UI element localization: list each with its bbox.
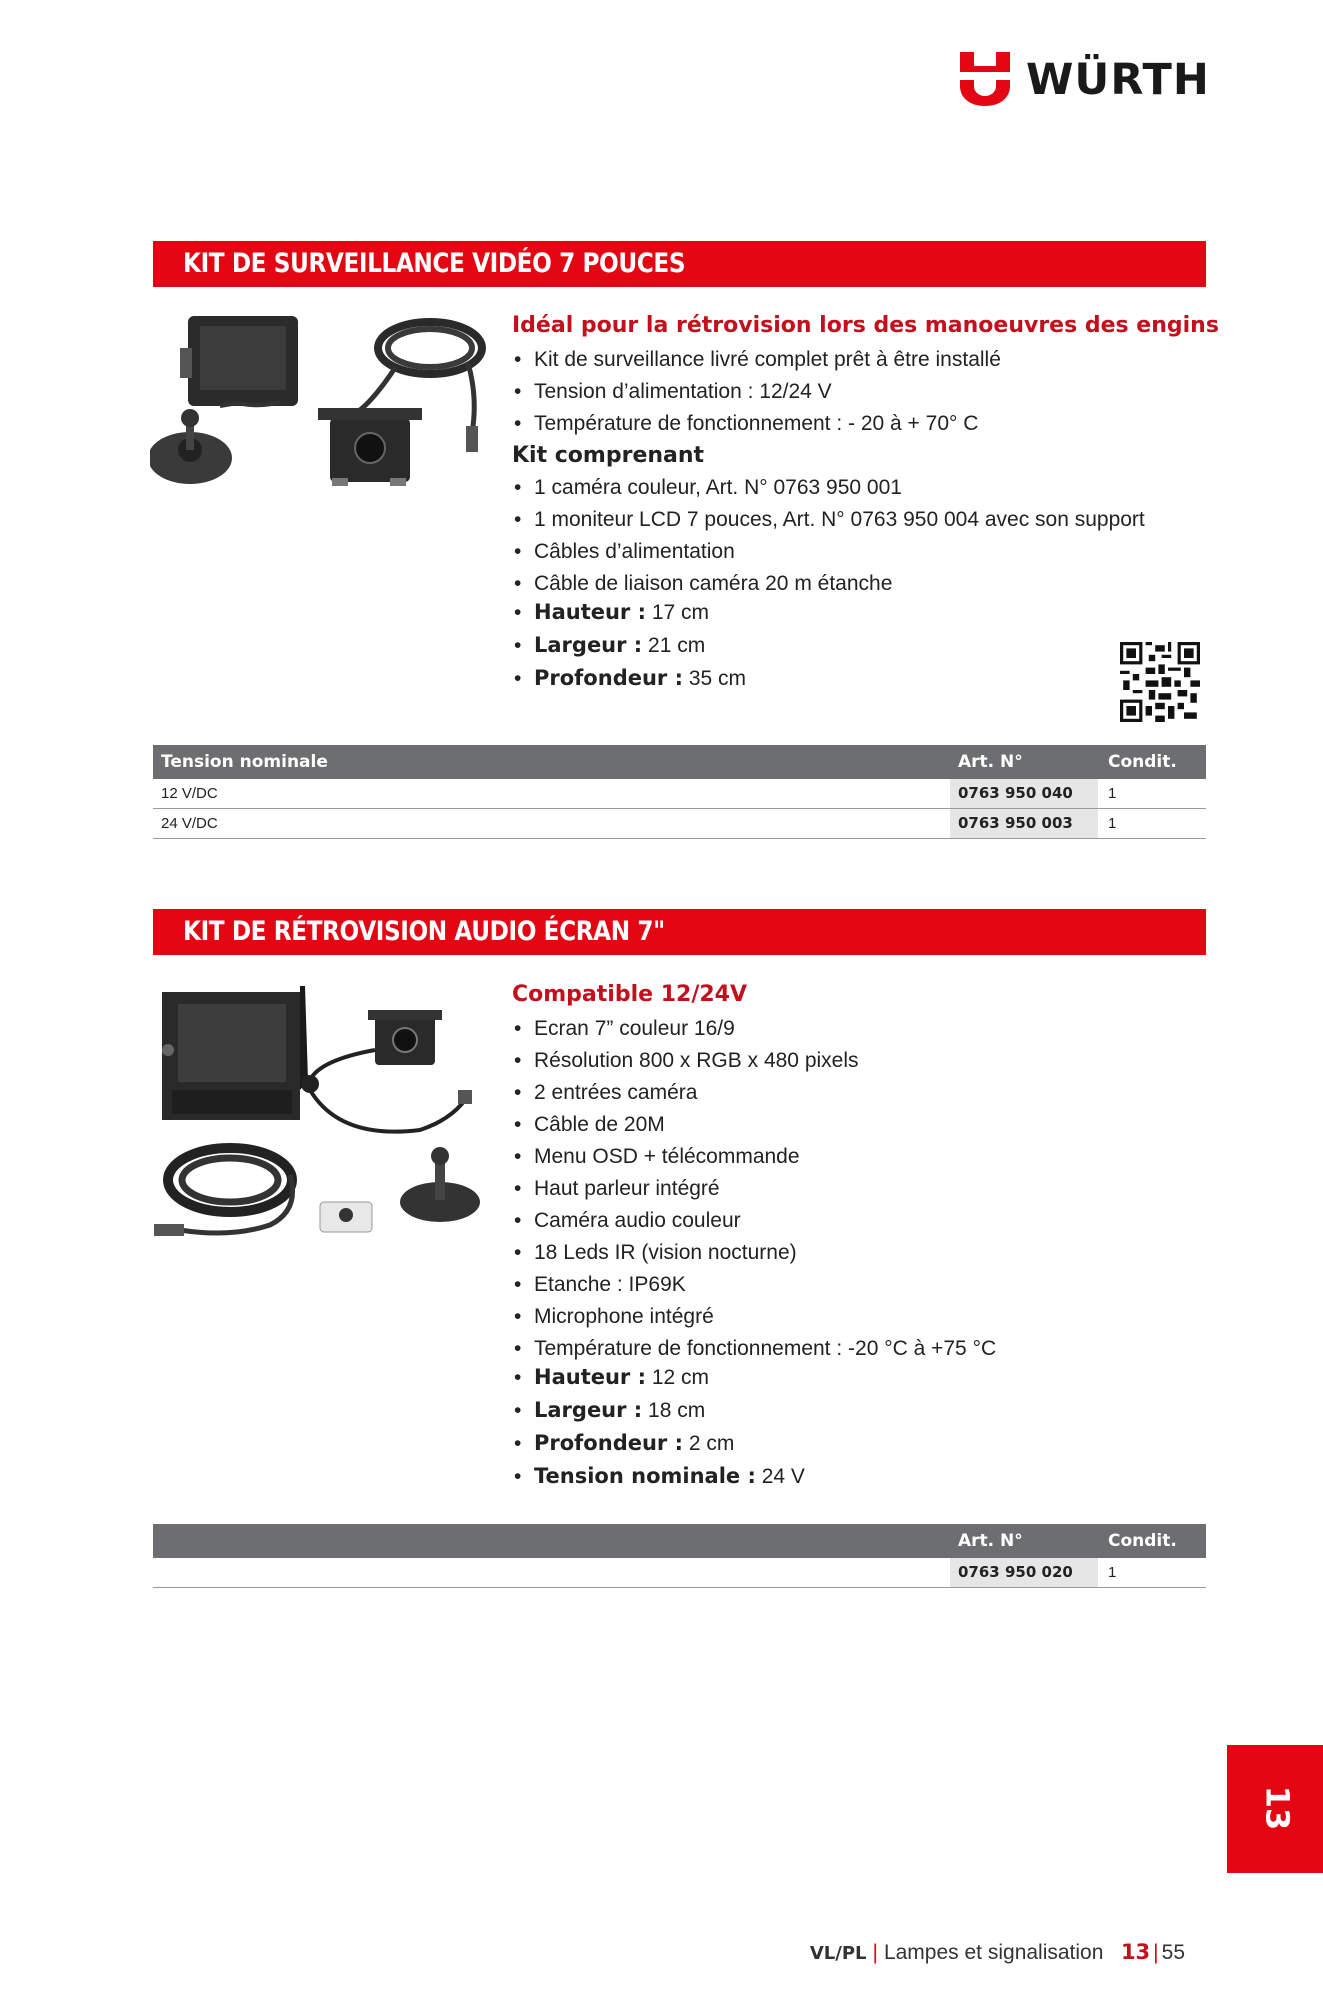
list-item: • Tension d’alimentation : 12/24 V: [512, 376, 1219, 408]
list-item: • Ecran 7” couleur 16/9: [512, 1013, 996, 1045]
dimension-value: 24 V: [761, 1465, 805, 1488]
section-1-table: [153, 745, 1206, 839]
section-2-table: [153, 1524, 1206, 1588]
mount-icon: [150, 409, 232, 484]
section-1-dimensions: [512, 596, 1219, 695]
dimension-item: [512, 596, 1219, 629]
dimension-item: [512, 1460, 996, 1493]
dimension-label: Hauteur :: [534, 1365, 646, 1389]
dimension-value: 18 cm: [648, 1399, 706, 1422]
section-2-content: [512, 982, 996, 1493]
section-1-subtitle: Idéal pour la rétrovision lors des manoeuvres des engins: [512, 313, 1219, 338]
monitor-icon: [180, 316, 298, 406]
list-item: • Câble de 20M: [512, 1109, 996, 1141]
dimension-value: 35 cm: [688, 667, 747, 690]
table-header: [153, 1524, 1206, 1558]
wurth-logo-text: WÜRTH: [1026, 55, 1210, 105]
table-header: [153, 745, 1206, 779]
cable-coil-icon: [154, 1148, 293, 1236]
list-item: • Kit de surveillance livré complet prêt à être installé: [512, 344, 1219, 376]
table-cell: 12 V/DC: [161, 785, 218, 802]
table-cell: 1: [1108, 785, 1117, 802]
list-item: • Câble de liaison caméra 20 m étanche: [512, 568, 1219, 600]
list-item: • Caméra audio couleur: [512, 1205, 996, 1237]
column-header: Art. N°: [958, 1531, 1023, 1551]
list-item: • Température de fonctionnement : - 20 à + 70° C: [512, 408, 1219, 440]
monitor-icon: [162, 986, 308, 1120]
chapter-number: 13: [1258, 1785, 1297, 1831]
list-item: • Câbles d’alimentation: [512, 536, 1219, 568]
dimension-value: 12 cm: [651, 1366, 710, 1389]
column-header: Condit.: [1108, 752, 1177, 772]
list-item: • 1 moniteur LCD 7 pouces, Art. N° 0763 950 004 avec son support: [512, 504, 1219, 536]
section-1-kit-list: [512, 472, 1219, 600]
list-item: • Microphone intégré: [512, 1301, 996, 1333]
table-row: [153, 809, 1206, 839]
dimension-item: [512, 629, 1219, 662]
dimension-item: [512, 662, 1219, 695]
camera-icon: [301, 1010, 472, 1132]
chapter-tab[interactable]: [1227, 1745, 1323, 1873]
section-2-title: KIT DE RÉTROVISION AUDIO ÉCRAN 7": [183, 916, 665, 947]
wurth-logo-mark-icon: [960, 52, 1010, 106]
section-1-header: [153, 241, 1206, 287]
dimension-label: Largeur :: [534, 633, 643, 657]
list-item: • 18 Leds IR (vision nocturne): [512, 1237, 996, 1269]
surveillance-kit-photo: [150, 308, 490, 493]
column-header: Condit.: [1108, 1531, 1177, 1551]
dimension-item: [512, 1394, 996, 1427]
table-cell: 1: [1108, 1564, 1117, 1581]
dimension-item: [512, 1427, 996, 1460]
page-total: 55: [1161, 1941, 1185, 1964]
page-number: 13: [1120, 1940, 1151, 1964]
list-item: • Température de fonctionnement : -20 °C à +75 °C: [512, 1333, 996, 1365]
list-item: • 2 entrées caméra: [512, 1077, 996, 1109]
dimension-value: 2 cm: [688, 1432, 735, 1455]
page-footer: VL/PL | Lampes et signalisation 13 | 55: [809, 1940, 1185, 1964]
section-2-feature-list: [512, 1013, 996, 1365]
wurth-logo: [960, 52, 1210, 108]
section-1-content: [512, 313, 1219, 695]
dimension-label: Largeur :: [534, 1398, 643, 1422]
footer-category: VL/PL: [809, 1943, 867, 1964]
column-header: Tension nominale: [161, 752, 328, 772]
list-item: • Haut parleur intégré: [512, 1173, 996, 1205]
section-2-header: [153, 909, 1206, 955]
table-cell: 1: [1108, 815, 1117, 832]
dimension-label: Hauteur :: [534, 600, 646, 624]
dimension-item: [512, 1361, 996, 1394]
table-row: [153, 779, 1206, 809]
dimension-label: Profondeur :: [534, 666, 683, 690]
audio-kit-photo: [150, 980, 490, 1250]
section-2-subtitle: Compatible 12/24V: [512, 982, 747, 1007]
article-number: 0763 950 003: [950, 809, 1098, 838]
section-1-feature-list: [512, 344, 1219, 440]
dimension-value: 21 cm: [648, 634, 706, 657]
dimension-label: Profondeur :: [534, 1431, 683, 1455]
list-item: • Menu OSD + télécommande: [512, 1141, 996, 1173]
dimension-value: 17 cm: [651, 601, 710, 624]
table-cell: 24 V/DC: [161, 815, 218, 832]
section-1-title: KIT DE SURVEILLANCE VIDÉO 7 POUCES: [183, 248, 686, 279]
camera-icon: [318, 408, 422, 486]
article-number: 0763 950 040: [950, 779, 1098, 808]
list-item: • Résolution 800 x RGB x 480 pixels: [512, 1045, 996, 1077]
remote-control-icon: [320, 1202, 372, 1232]
footer-section: Lampes et signalisation: [883, 1941, 1104, 1964]
article-number: 0763 950 020: [950, 1558, 1098, 1587]
list-item: • Etanche : IP69K: [512, 1269, 996, 1301]
section-2-dimensions: [512, 1361, 996, 1493]
mount-icon: [400, 1147, 480, 1222]
column-header: Art. N°: [958, 752, 1023, 772]
list-item: • 1 caméra couleur, Art. N° 0763 950 001: [512, 472, 1219, 504]
table-row: [153, 1558, 1206, 1588]
qr-code-icon[interactable]: [1120, 642, 1200, 722]
dimension-label: Tension nominale :: [534, 1464, 756, 1488]
kit-label: Kit comprenant: [512, 443, 705, 468]
